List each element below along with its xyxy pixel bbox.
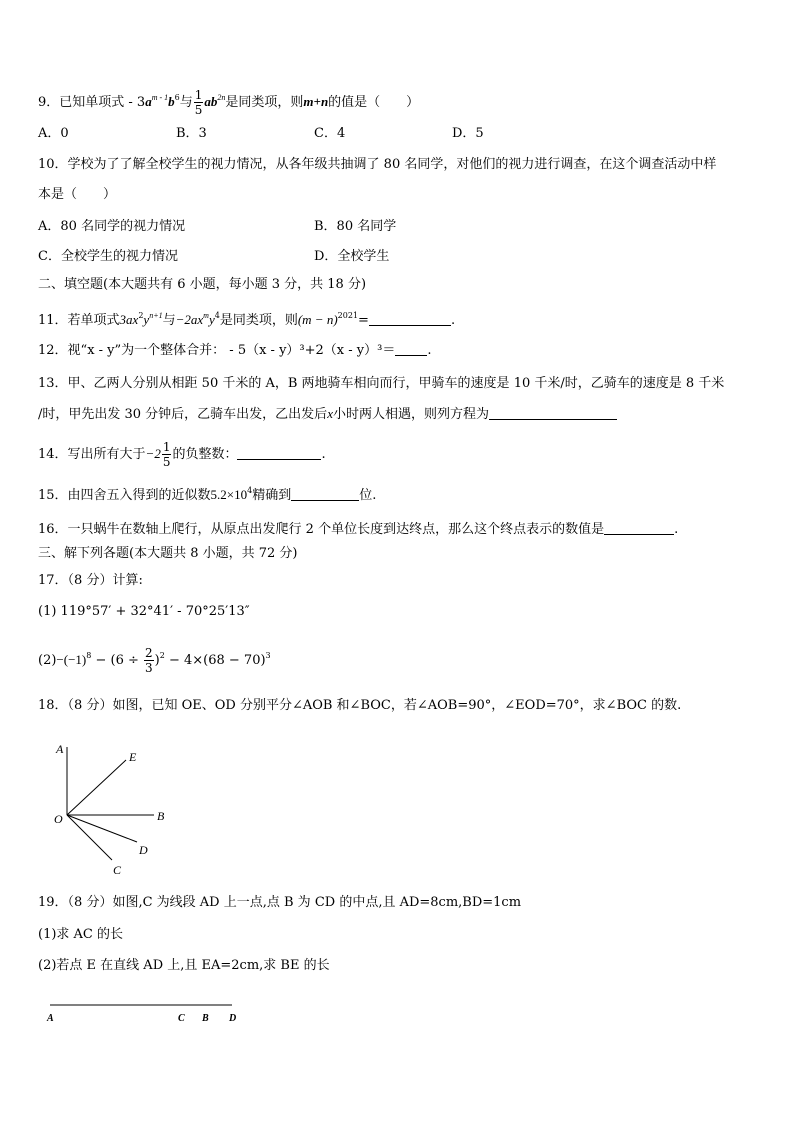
q10-option-d: D．全校学生 [314, 249, 390, 264]
q9-term2-b: b [210, 94, 218, 109]
q19-line1: 19．（8 分）如图,C 为线段 AD 上一点,点 B 为 CD 的中点,且 AD=8cm,BD=1cm [38, 895, 522, 910]
q10-option-b: B．80 名同学 [314, 219, 397, 234]
q9-term1-a: a [145, 94, 152, 109]
q17-part1: (1) 119°57′ + 32°41′ - 70°25′13″ [38, 604, 250, 619]
q10-line1: 10．学校为了了解全校学生的视力情况，从各年级共抽调了 80 名同学，对他们的视力进行调查，在这个调查活动中样 [38, 157, 717, 172]
q13-line2: /时，甲先出发 30 分钟后，乙骑车出发，乙出发后x小时两人相遇，则列方程为 [38, 405, 617, 424]
q9-term1-b: b [168, 94, 175, 109]
q9-suffix: 是同类项，则 [225, 95, 304, 110]
q9-option-b: B．3 [176, 126, 207, 141]
q17-fraction: $\frac{2}{3}$ [145, 646, 153, 675]
q15-stem: 15．由四舍五入得到的近似数$5.2\times 10^4$精确到 位. [38, 486, 377, 503]
q11-answer-blank[interactable] [369, 311, 451, 326]
label-b: B [202, 1013, 209, 1024]
label-d: D [229, 1013, 237, 1024]
q14-answer-blank[interactable] [237, 445, 321, 460]
ray-oc [67, 815, 112, 860]
q12-stem: 12．视“x - y”为一个整体合并： - 5（x - y）³+2（x - y）³＝ . [38, 343, 432, 358]
q9-mn: m+n [303, 94, 329, 109]
q9-stem [38, 88, 419, 117]
q9-option-a: A．0 [38, 126, 69, 141]
q9-option-c: C．4 [314, 126, 346, 141]
q19-line3: (2)若点 E 在直线 AD 上,且 EA=2cm,求 BE 的长 [38, 958, 330, 973]
q15-answer-blank[interactable] [291, 486, 359, 501]
q18-angle-figure [40, 735, 180, 880]
q13-answer-blank[interactable] [489, 405, 617, 420]
label-e: E [129, 750, 137, 764]
q9-term2-exp: 2n [217, 93, 226, 102]
q9-term1-exp: m - 1 [151, 93, 169, 102]
q17-part2: $(2)-(-1)^8 - (6$ ÷ $\frac{2}{3}$ )$^2 - 4\times(68 - 70)^3$ [38, 646, 271, 675]
q12-answer-blank[interactable] [395, 341, 427, 356]
label-a: A [47, 1013, 54, 1024]
q16-stem: 16．一只蜗牛在数轴上爬行，从原点出发爬行 2 个单位长度到达终点，那么这个终点表示的数值是 . [38, 522, 679, 537]
q10-option-c: C．全校学生的视力情况 [38, 249, 178, 264]
label-d: D [139, 843, 148, 857]
section2-heading: 二、填空题(本大题共有 6 小题，每小题 3 分，共 18 分) [38, 277, 367, 292]
q14-fraction: $\frac{1}{5}$ [162, 440, 171, 469]
q19-line2: (1)求 AC 的长 [38, 927, 124, 942]
q11-stem: 11．若单项式$3ax^2y^{n+1}$与$-2ax^my^4$是同类项，则$(m - n)^{2021}=$ . [38, 311, 456, 328]
q9-mid: 与 [179, 95, 193, 110]
q13-line1: 13．甲、乙两人分别从相距 50 千米的 A，B 两地骑车相向而行，甲骑车的速度是 10 千米/时，乙骑车的速度是 8 千米 [38, 376, 725, 391]
q10-option-a: A．80 名同学的视力情况 [38, 219, 186, 234]
q9-end: 的值是（ ） [328, 95, 420, 110]
label-a: A [56, 742, 64, 756]
q9-term1-exp2: 6 [174, 93, 180, 102]
q18-stem: 18．（8 分）如图，已知 OE、OD 分别平分∠AOB 和∠BOC，若∠AOB=90°，∠EOD=70°，求∠BOC 的数. [38, 698, 682, 713]
label-c: C [178, 1013, 185, 1024]
q14-stem: 14．写出所有大于−2 $\frac{1}{5}$ 的负整数： . [38, 440, 326, 469]
ray-oe [67, 760, 126, 815]
section3-heading: 三、解下列各题(本大题共 8 小题，共 72 分) [38, 546, 298, 561]
q19-segment-figure [40, 997, 250, 1027]
q9-option-d: D．5 [452, 126, 484, 141]
label-o: O [54, 812, 63, 826]
q9-prefix: 9．已知单项式 - 3 [38, 95, 146, 110]
q17-title: 17．（8 分）计算: [38, 573, 143, 588]
q16-answer-blank[interactable] [604, 520, 674, 535]
q9-term2-a: a [204, 94, 211, 109]
label-b: B [157, 809, 165, 823]
q9-fraction: $\frac{1}{5}$ [194, 88, 203, 117]
ray-od [67, 815, 137, 842]
q10-line2: 本是（ ） [38, 187, 117, 202]
label-c: C [113, 863, 122, 877]
